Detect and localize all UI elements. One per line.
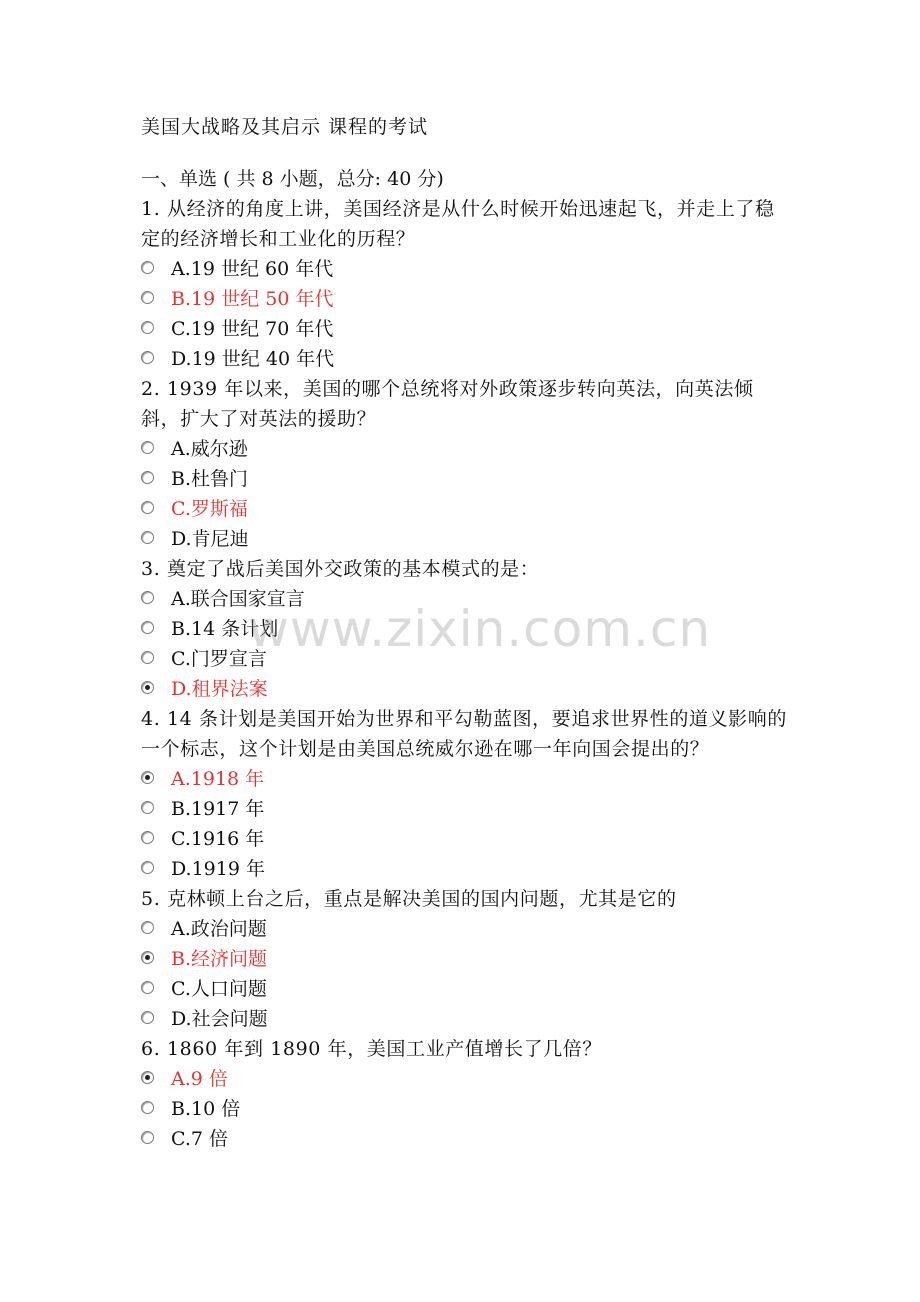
option-item[interactable]: [141, 1004, 791, 1034]
option-item[interactable]: [141, 464, 791, 494]
radio-button[interactable]: [141, 1131, 154, 1144]
radio-button[interactable]: [141, 1071, 154, 1084]
radio-button[interactable]: [141, 501, 154, 514]
radio-button[interactable]: [141, 591, 154, 604]
section-heading: 一、单选 ( 共 8 小题，总分: 40 分): [141, 168, 444, 190]
watermark: www.zixin.com.cn: [248, 600, 712, 658]
radio-button[interactable]: [141, 261, 154, 274]
option-label: A.威尔逊: [171, 438, 248, 460]
option-item[interactable]: [141, 1124, 791, 1154]
option-label: A.19 世纪 60 年代: [171, 258, 334, 280]
option-label: A.联合国家宣言: [171, 588, 305, 610]
question-text: 5. 克林顿上台之后，重点是解决美国的国内问题，尤其是它的: [141, 888, 677, 910]
radio-button[interactable]: [141, 981, 154, 994]
radio-button[interactable]: [141, 771, 154, 784]
option-label: A.政治问题: [171, 918, 267, 940]
option-label: C.19 世纪 70 年代: [171, 318, 334, 340]
option-label: C.7 倍: [171, 1128, 229, 1150]
radio-button[interactable]: [141, 921, 154, 934]
option-item[interactable]: [141, 434, 791, 464]
exam-page: [141, 112, 791, 1154]
option-label: C.门罗宣言: [171, 648, 267, 670]
question-text: 6. 1860 年到 1890 年，美国工业产值增长了几倍？: [141, 1038, 602, 1060]
option-item[interactable]: [141, 584, 791, 614]
radio-button[interactable]: [141, 471, 154, 484]
option-item[interactable]: [141, 764, 791, 794]
radio-button[interactable]: [141, 861, 154, 874]
option-item[interactable]: [141, 854, 791, 884]
option-label: C.罗斯福: [171, 498, 248, 520]
option-label: B.1917 年: [171, 798, 265, 820]
radio-button[interactable]: [141, 831, 154, 844]
option-label: C.人口问题: [171, 978, 267, 1000]
question-text: 4. 14 条计划是美国开始为世界和平勾勒蓝图，要追求世界性的道义影响的一个标志，这个计划是由美国总统威尔逊在哪一年向国会提出的？: [141, 708, 787, 760]
radio-button[interactable]: [141, 651, 154, 664]
option-label: A.9 倍: [171, 1068, 228, 1090]
radio-button[interactable]: [141, 441, 154, 454]
radio-button[interactable]: [141, 951, 154, 964]
option-label: D.社会问题: [171, 1008, 268, 1030]
option-label: D.19 世纪 40 年代: [171, 348, 335, 370]
radio-button[interactable]: [141, 681, 154, 694]
option-item[interactable]: [141, 824, 791, 854]
option-item[interactable]: [141, 1064, 791, 1094]
option-label: A.1918 年: [171, 768, 265, 790]
option-item[interactable]: [141, 344, 791, 374]
option-item[interactable]: [141, 524, 791, 554]
question-text: 2. 1939 年以来，美国的哪个总统将对外政策逐步转向英法，向英法倾斜，扩大了对英法的援助？: [141, 378, 754, 430]
option-item[interactable]: [141, 314, 791, 344]
option-label: B.10 倍: [171, 1098, 241, 1120]
option-item[interactable]: [141, 974, 791, 1004]
option-item[interactable]: [141, 494, 791, 524]
question-text: 3. 奠定了战后美国外交政策的基本模式的是：: [141, 558, 540, 580]
radio-button[interactable]: [141, 351, 154, 364]
option-item[interactable]: [141, 1094, 791, 1124]
radio-button[interactable]: [141, 531, 154, 544]
radio-button[interactable]: [141, 1101, 154, 1114]
option-label: D.肯尼迪: [171, 528, 249, 550]
option-item[interactable]: [141, 254, 791, 284]
radio-button[interactable]: [141, 321, 154, 334]
option-label: B.14 条计划: [171, 618, 279, 640]
radio-button[interactable]: [141, 801, 154, 814]
option-label: D.租界法案: [171, 678, 268, 700]
option-label: C.1916 年: [171, 828, 265, 850]
radio-button[interactable]: [141, 621, 154, 634]
option-label: D.1919 年: [171, 858, 265, 880]
option-item[interactable]: [141, 794, 791, 824]
option-item[interactable]: [141, 914, 791, 944]
option-label: B.19 世纪 50 年代: [171, 288, 334, 310]
option-label: B.经济问题: [171, 948, 268, 970]
exam-title: 美国大战略及其启示 课程的考试: [141, 116, 429, 138]
radio-button[interactable]: [141, 291, 154, 304]
option-item[interactable]: [141, 284, 791, 314]
option-item[interactable]: [141, 644, 791, 674]
radio-button[interactable]: [141, 1011, 154, 1024]
option-label: B.杜鲁门: [171, 468, 249, 490]
option-item[interactable]: [141, 614, 791, 644]
option-item[interactable]: [141, 944, 791, 974]
option-item[interactable]: [141, 674, 791, 704]
question-text: 1. 从经济的角度上讲，美国经济是从什么时候开始迅速起飞，并走上了稳定的经济增长和工业化的历程？: [141, 198, 775, 250]
